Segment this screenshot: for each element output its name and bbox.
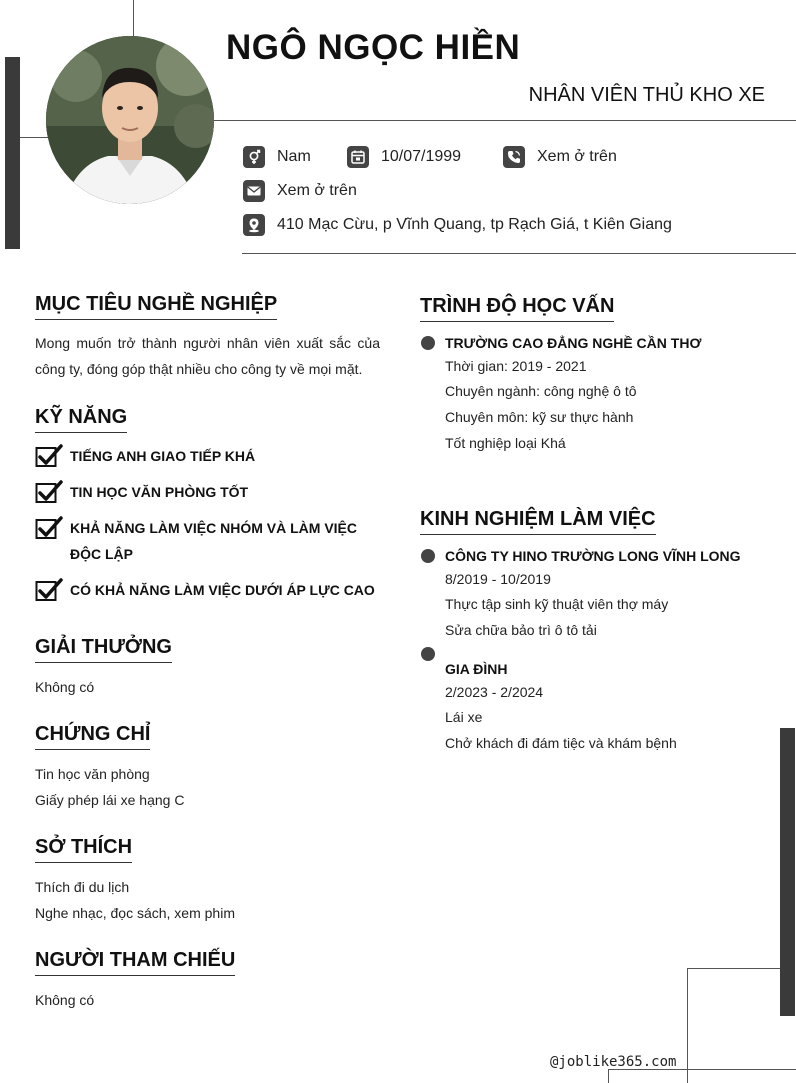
corner-frame-top — [687, 968, 780, 969]
experience-line: Thực tập sinh kỹ thuật viên thợ máy — [445, 596, 669, 612]
experience-line: Chở khách đi đám tiệc và khám bệnh — [445, 735, 677, 751]
objective-title: MỤC TIÊU NGHỀ NGHIỆP — [35, 293, 277, 320]
bullet-dot-icon — [421, 647, 435, 661]
phone-icon — [503, 146, 525, 168]
reference-line: Không có — [35, 992, 95, 1008]
certificate-line: Tin học văn phòng — [35, 766, 150, 782]
right-accent-bar — [780, 728, 795, 1016]
experience-company: CÔNG TY HINO TRƯỜNG LONG VĨNH LONG — [445, 548, 741, 564]
bottom-frame-left — [608, 1069, 609, 1083]
skill-label: TIN HỌC VĂN PHÒNG TỐT — [70, 484, 249, 500]
education-line: Chuyên ngành: công nghệ ô tô — [445, 383, 637, 399]
experience-line: 8/2019 - 10/2019 — [445, 571, 551, 587]
certificate-line: Giấy phép lái xe hạng C — [35, 792, 185, 808]
checkbox-check-icon — [35, 578, 63, 602]
education-title: TRÌNH ĐỘ HỌC VẤN — [420, 295, 614, 322]
experience-line: 2/2023 - 2/2024 — [445, 684, 544, 700]
info-divider — [242, 253, 796, 254]
phone-value: Xem ở trên — [537, 148, 617, 165]
experience-line: Sửa chữa bảo trì ô tô tải — [445, 622, 597, 638]
checkbox-check-icon — [35, 480, 63, 504]
top-vertical-line — [133, 0, 134, 40]
objective-text: Mong muốn trở thành người nhân viên xuất sắc của công ty, đóng góp thật nhiều cho công ty về mọi mặt. — [35, 335, 380, 377]
awards-title: GIẢI THƯỞNG — [35, 636, 172, 663]
skills-title: KỸ NĂNG — [35, 406, 127, 433]
info-birthday — [347, 146, 461, 168]
avatar-portrait-icon — [46, 36, 214, 204]
hobby-line: Nghe nhạc, đọc sách, xem phim — [35, 905, 235, 921]
skill-label: KHẢ NĂNG LÀM VIỆC NHÓM VÀ LÀM VIỆC ĐỘC LẬP — [70, 520, 357, 562]
education-line: Tốt nghiệp loại Khá — [445, 435, 566, 451]
skill-label: CÓ KHẢ NĂNG LÀM VIỆC DƯỚI ÁP LỰC CAO — [70, 582, 375, 598]
experience-title: KINH NGHIỆM LÀM VIỆC — [420, 508, 656, 535]
experience-line: Lái xe — [445, 709, 483, 725]
skill-item — [35, 515, 380, 567]
gender-value: Nam — [277, 148, 311, 165]
gender-icon — [243, 146, 265, 168]
hobby-line: Thích đi du lịch — [35, 879, 130, 895]
bullet-dot-icon — [421, 336, 435, 350]
skill-item — [35, 479, 380, 505]
skill-item — [35, 577, 380, 603]
candidate-name: NGÔ NGỌC HIỀN — [226, 28, 521, 67]
location-icon — [243, 214, 265, 236]
address-value: 410 Mạc Cừu, p Vĩnh Quang, tp Rạch Giá, t Kiên Giang — [277, 216, 672, 233]
email-value: Xem ở trên — [277, 182, 357, 199]
left-accent-bar — [5, 57, 20, 249]
awards-line: Không có — [35, 679, 95, 695]
certificates-title: CHỨNG CHỈ — [35, 723, 150, 750]
calendar-icon — [347, 146, 369, 168]
education-line: Thời gian: 2019 - 2021 — [445, 358, 587, 374]
hobbies-title: SỞ THÍCH — [35, 836, 132, 863]
checkbox-check-icon — [35, 516, 63, 540]
watermark-text: @joblike365.com — [550, 1054, 677, 1070]
email-icon — [243, 180, 265, 202]
left-horizontal-line — [20, 137, 48, 138]
birthday-value: 10/07/1999 — [381, 148, 462, 165]
references-title: NGƯỜI THAM CHIẾU — [35, 949, 235, 976]
avatar — [46, 36, 214, 204]
checkbox-check-icon — [35, 444, 63, 468]
education-line: Chuyên môn: kỹ sư thực hành — [445, 409, 634, 425]
header-divider — [214, 120, 796, 121]
experience-company: GIA ĐÌNH — [445, 661, 508, 677]
skill-label: TIẾNG ANH GIAO TIẾP KHÁ — [70, 448, 256, 464]
info-email — [243, 180, 357, 202]
education-school: TRƯỜNG CAO ĐẲNG NGHỀ CẦN THƠ — [445, 335, 702, 351]
corner-frame-left — [687, 968, 688, 1083]
bullet-dot-icon — [421, 549, 435, 563]
job-title: NHÂN VIÊN THỦ KHO XE — [528, 84, 765, 106]
info-gender — [243, 146, 311, 168]
skill-item — [35, 443, 380, 469]
info-phone — [503, 146, 617, 168]
info-address — [243, 214, 672, 236]
